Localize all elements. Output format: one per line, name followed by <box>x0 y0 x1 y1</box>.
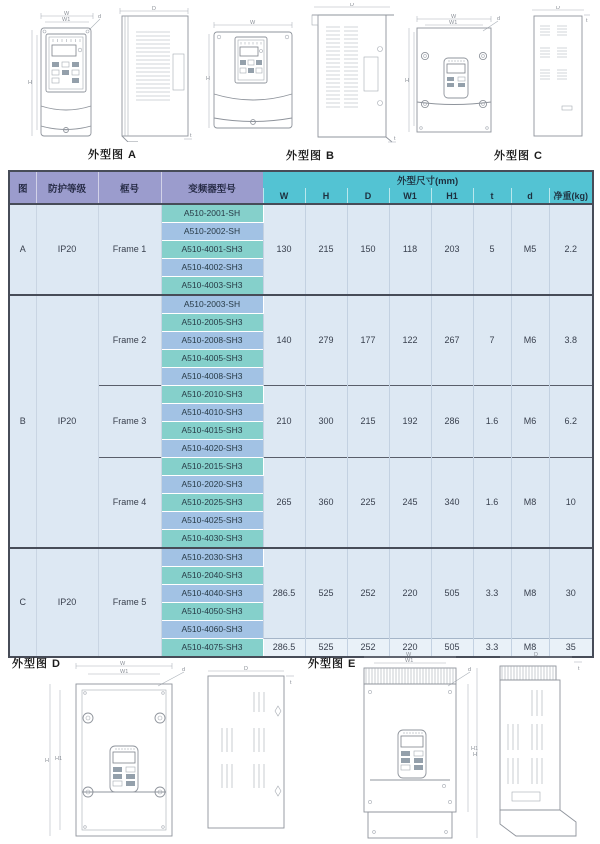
dim-value-cell: 340 <box>431 458 473 549</box>
model-cell: A510-4003-SH3 <box>161 277 263 296</box>
model-cell: A510-4075-SH3 <box>161 639 263 658</box>
dim-label-w1: W1 <box>449 20 458 26</box>
dim-value-cell: M6 <box>511 295 549 386</box>
dim-value-cell: 130 <box>263 204 305 295</box>
dim-label-h: H <box>405 78 409 84</box>
header-t: t <box>473 188 511 204</box>
figure-caption-a: 外型图 A <box>88 149 137 161</box>
dim-value-cell: 1.6 <box>473 386 511 458</box>
dim-label-w: W <box>64 11 70 17</box>
dimension-table <box>8 170 594 658</box>
dimension-table-wrap <box>8 170 592 658</box>
dim-value-cell: M5 <box>511 204 549 295</box>
frame-cell: Frame 5 <box>98 548 161 657</box>
dim-label-h: H <box>45 758 49 764</box>
dim-value-cell: 203 <box>431 204 473 295</box>
dim-label-w1: W1 <box>120 669 129 675</box>
dim-value-cell: 177 <box>347 295 389 386</box>
dim-value-cell: 215 <box>305 204 347 295</box>
model-cell: A510-4010-SH3 <box>161 404 263 422</box>
dim-value-cell: 300 <box>305 386 347 458</box>
header-frame: 框号 <box>98 171 161 204</box>
dim-label-d: d <box>497 16 501 22</box>
header-weight: 净重(kg) <box>549 188 593 204</box>
figure-b-front-drawing <box>206 20 300 132</box>
frame-cell: Frame 1 <box>98 204 161 295</box>
header-w: W <box>263 188 305 204</box>
model-cell: A510-4015-SH3 <box>161 422 263 440</box>
protection-cell: IP20 <box>36 204 98 295</box>
table-row <box>9 295 593 314</box>
dim-value-cell: 220 <box>389 639 431 658</box>
model-cell: A510-2001-SH <box>161 204 263 223</box>
dim-label-t: t <box>578 666 580 672</box>
model-cell: A510-4002-SH3 <box>161 259 263 277</box>
dim-value-cell: 252 <box>347 548 389 639</box>
dim-value-cell: 122 <box>389 295 431 386</box>
dim-label-d-depth: D <box>350 3 354 8</box>
dim-value-cell: 150 <box>347 204 389 295</box>
dim-value-cell: 279 <box>305 295 347 386</box>
model-cell: A510-2002-SH <box>161 223 263 241</box>
dim-value-cell: 286.5 <box>263 548 305 639</box>
dim-value-cell: 10 <box>549 458 593 549</box>
dim-value-cell: 505 <box>431 639 473 658</box>
model-cell: A510-2025-SH3 <box>161 494 263 512</box>
figure-caption-e: 外型图 E <box>308 658 357 670</box>
dim-label-d-depth: D <box>534 652 538 658</box>
model-cell: A510-2040-SH3 <box>161 567 263 585</box>
model-cell: A510-2005-SH3 <box>161 314 263 332</box>
dim-value-cell: 2.2 <box>549 204 593 295</box>
dim-value-cell: 1.6 <box>473 458 511 549</box>
dim-value-cell: 192 <box>389 386 431 458</box>
header-w1: W1 <box>389 188 431 204</box>
figure-a-side-drawing <box>112 6 196 142</box>
dim-value-cell: 525 <box>305 548 347 639</box>
table-row <box>9 548 593 567</box>
dim-value-cell: 505 <box>431 548 473 639</box>
dim-label-d: d <box>182 667 186 673</box>
dim-label-d-depth: D <box>244 666 248 672</box>
dim-value-cell: 6.2 <box>549 386 593 458</box>
dim-label-w1: W1 <box>405 658 414 664</box>
model-cell: A510-4060-SH3 <box>161 621 263 639</box>
header-d: D <box>347 188 389 204</box>
dim-value-cell: M8 <box>511 548 549 639</box>
dim-label-t: t <box>290 680 292 686</box>
protection-cell: IP20 <box>36 548 98 657</box>
dim-label-w: W <box>250 20 256 26</box>
dim-label-w: W <box>451 14 457 20</box>
dim-label-w1: W1 <box>62 17 71 23</box>
dim-label-w: W <box>406 652 412 658</box>
dim-value-cell: 525 <box>305 639 347 658</box>
dim-label-t: t <box>394 136 396 142</box>
dim-value-cell: 118 <box>389 204 431 295</box>
dim-value-cell: 210 <box>263 386 305 458</box>
dim-label-d-depth: D <box>556 6 560 11</box>
figure-d-front-drawing <box>40 660 192 840</box>
dim-label-h: H <box>28 80 32 86</box>
dim-label-d: d <box>98 14 102 20</box>
dim-value-cell: 7 <box>473 295 511 386</box>
dim-value-cell: 3.3 <box>473 548 511 639</box>
fig-cell: B <box>9 295 36 548</box>
dim-value-cell: 3.3 <box>473 639 511 658</box>
dim-value-cell: 5 <box>473 204 511 295</box>
figure-caption-b: 外型图 B <box>286 150 335 162</box>
model-cell: A510-4020-SH3 <box>161 440 263 458</box>
model-cell: A510-2020-SH3 <box>161 476 263 494</box>
dim-value-cell: M8 <box>511 458 549 549</box>
dim-label-t: t <box>586 18 588 24</box>
dim-value-cell: 215 <box>347 386 389 458</box>
dim-value-cell: 286.5 <box>263 639 305 658</box>
model-cell: A510-4008-SH3 <box>161 368 263 386</box>
header-protection: 防护等级 <box>36 171 98 204</box>
dim-value-cell: 220 <box>389 548 431 639</box>
dim-label-d-depth: D <box>152 6 156 12</box>
dim-label-h: H <box>206 76 210 82</box>
header-fig: 图 <box>9 171 36 204</box>
model-cell: A510-4030-SH3 <box>161 530 263 549</box>
frame-cell: Frame 2 <box>98 295 161 386</box>
header-h: H <box>305 188 347 204</box>
dim-value-cell: 252 <box>347 639 389 658</box>
dim-value-cell: M6 <box>511 386 549 458</box>
dim-label-h: H <box>473 752 477 758</box>
figure-caption-c: 外型图 C <box>494 150 543 162</box>
dim-value-cell: 30 <box>549 548 593 639</box>
fig-cell: C <box>9 548 36 657</box>
model-cell: A510-2015-SH3 <box>161 458 263 476</box>
header-model: 变频器型号 <box>161 171 263 204</box>
fig-cell: A <box>9 204 36 295</box>
dim-label-d: d <box>468 667 472 673</box>
header-h1: H1 <box>431 188 473 204</box>
frame-cell: Frame 4 <box>98 458 161 549</box>
model-cell: A510-4050-SH3 <box>161 603 263 621</box>
figure-d-side-drawing <box>196 666 298 836</box>
model-cell: A510-4001-SH3 <box>161 241 263 259</box>
dim-value-cell: 286 <box>431 386 473 458</box>
figure-a-front-drawing <box>26 10 104 140</box>
figure-e-side-drawing <box>492 652 586 840</box>
figure-c-side-drawing <box>526 6 592 140</box>
model-cell: A510-4025-SH3 <box>161 512 263 530</box>
frame-cell: Frame 3 <box>98 386 161 458</box>
figure-b-side-drawing <box>306 3 400 145</box>
dim-label-t: t <box>190 133 192 139</box>
table-body <box>9 204 593 657</box>
protection-cell: IP20 <box>36 295 98 548</box>
table-header <box>9 171 593 204</box>
dim-value-cell: 35 <box>549 639 593 658</box>
model-cell: A510-2003-SH <box>161 295 263 314</box>
dim-label-h1: H1 <box>471 746 479 752</box>
dim-label-w: W <box>120 661 126 667</box>
dim-value-cell: 3.8 <box>549 295 593 386</box>
figure-e-front-drawing <box>340 652 482 842</box>
model-cell: A510-4040-SH3 <box>161 585 263 603</box>
figure-c-front-drawing <box>404 14 504 136</box>
header-screw-d: d <box>511 188 549 204</box>
figure-caption-d: 外型图 D <box>12 658 61 670</box>
model-cell: A510-2008-SH3 <box>161 332 263 350</box>
model-cell: A510-2010-SH3 <box>161 386 263 404</box>
dim-label-h1: H1 <box>55 756 63 762</box>
dim-value-cell: M8 <box>511 639 549 658</box>
dim-value-cell: 225 <box>347 458 389 549</box>
dim-value-cell: 245 <box>389 458 431 549</box>
table-row <box>9 204 593 223</box>
header-dims-group: 外型尺寸(mm) <box>263 171 593 188</box>
model-cell: A510-4005-SH3 <box>161 350 263 368</box>
dim-value-cell: 140 <box>263 295 305 386</box>
dim-value-cell: 265 <box>263 458 305 549</box>
dim-value-cell: 360 <box>305 458 347 549</box>
dim-value-cell: 267 <box>431 295 473 386</box>
model-cell: A510-2030-SH3 <box>161 548 263 567</box>
